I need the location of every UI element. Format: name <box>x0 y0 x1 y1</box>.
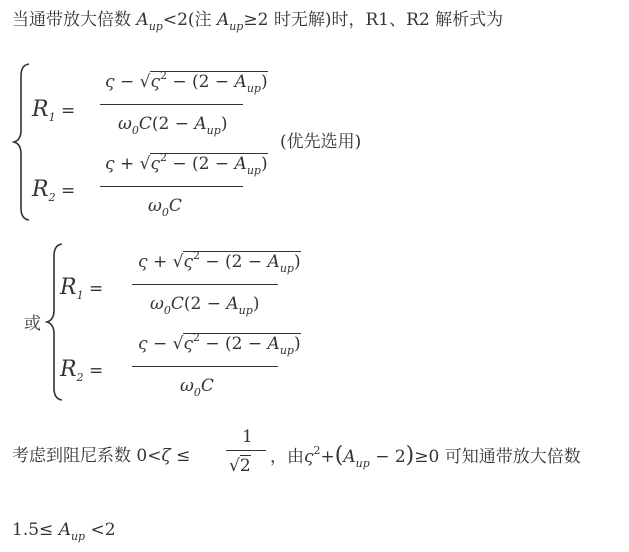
exponent: 2 <box>159 69 167 82</box>
gain-subscript: up <box>229 20 244 33</box>
r-symbol: R <box>60 357 77 382</box>
operator: + <box>119 154 135 174</box>
intro-prefix: 当通带放大倍数 <box>12 10 137 30</box>
gain-subscript: up <box>70 530 86 543</box>
operator: − 2 <box>369 447 406 467</box>
gain-symbol: A <box>226 294 239 314</box>
paren-open: ( <box>334 443 344 468</box>
sigma: ς <box>138 252 148 272</box>
alt-r2-label <box>60 357 104 384</box>
or-label: 或 <box>24 314 41 334</box>
paren-open: (2 − <box>151 114 195 134</box>
operator: − <box>205 252 220 272</box>
capacitance-symbol: C <box>168 196 182 216</box>
gain-subscript: up <box>206 124 221 137</box>
gain-symbol: A <box>216 10 230 30</box>
gain-symbol: A <box>267 252 280 272</box>
conclusion-prefix <box>12 446 190 466</box>
intro-condition-tail: ≥2 时无解)时，R1、R2 解析式为 <box>243 10 504 30</box>
gain-subscript: up <box>279 344 294 357</box>
alt-r1-numerator <box>138 249 301 275</box>
paren-close: ) <box>252 294 260 314</box>
exponent: 2 <box>192 331 200 344</box>
conclusion-text: 考虑到阻尼系数 0< <box>12 446 162 466</box>
paren-open: (2 − <box>192 154 235 174</box>
r-symbol: R <box>60 275 77 300</box>
operator: − <box>172 154 187 174</box>
gain-symbol: A <box>234 72 247 92</box>
paren-close: ) <box>220 114 228 134</box>
alt-r2-denominator <box>180 376 214 398</box>
conclusion-tail <box>270 443 581 470</box>
r-subscript: 1 <box>48 111 56 124</box>
alt-r1-denominator <box>150 294 259 316</box>
sigma: ς <box>150 154 160 174</box>
gain-symbol: A <box>58 520 71 540</box>
sigma: ς <box>304 447 314 467</box>
fraction-bar <box>132 366 278 367</box>
result-line <box>12 520 116 542</box>
equals-sign: = <box>88 279 104 299</box>
paren-open: (2 − <box>225 252 268 272</box>
gain-symbol: A <box>267 334 280 354</box>
paren-close: ) <box>260 154 268 174</box>
radicand: 2 <box>239 456 251 476</box>
conclusion-text: ≥0 可知通带放大倍数 <box>414 447 581 467</box>
omega: ω <box>118 114 132 134</box>
paren-close: ) <box>293 334 301 354</box>
sqrt-icon: √ <box>139 72 151 92</box>
operator: − <box>152 334 168 354</box>
fraction-denominator <box>229 456 251 476</box>
omega-subscript: 0 <box>163 304 171 317</box>
equals-sign: = <box>60 181 76 201</box>
operator: + <box>152 252 168 272</box>
equals-sign: = <box>88 361 104 381</box>
gain-subscript: up <box>279 262 294 275</box>
intro-line <box>12 10 503 32</box>
paren-open: (2 − <box>225 334 268 354</box>
omega: ω <box>180 376 194 396</box>
capacitance-symbol: C <box>200 376 214 396</box>
sigma: ς <box>183 334 193 354</box>
operator: − <box>172 72 187 92</box>
r1-denominator <box>118 114 227 136</box>
omega-subscript: 0 <box>131 124 139 137</box>
fraction-bar <box>132 284 278 285</box>
result-lower: 1.5≤ <box>12 520 59 540</box>
fraction-bar <box>100 186 243 187</box>
sqrt-icon: √ <box>229 456 240 476</box>
omega-subscript: 0 <box>193 386 201 399</box>
gain-subscript: up <box>246 164 261 177</box>
sigma: ς <box>105 72 115 92</box>
r1-numerator <box>105 69 268 95</box>
operator: + <box>320 447 335 467</box>
r-symbol: R <box>32 177 49 202</box>
left-brace-1 <box>12 62 32 222</box>
gain-symbol: A <box>234 154 247 174</box>
sigma: ς <box>105 154 115 174</box>
sqrt-icon: √ <box>139 154 151 174</box>
operator: ≤ <box>176 446 191 466</box>
result-upper: <2 <box>85 520 116 540</box>
gain-subscript: up <box>355 457 370 470</box>
paren-close: ) <box>405 443 415 468</box>
paren-open: (2 − <box>183 294 227 314</box>
paren-close: ) <box>260 72 268 92</box>
zeta: ζ <box>161 446 171 466</box>
alt-r1-label <box>60 275 104 302</box>
exponent: 2 <box>159 151 167 164</box>
paren-close: ) <box>293 252 301 272</box>
intro-condition: <2(注 <box>162 10 217 30</box>
omega: ω <box>150 294 164 314</box>
exponent: 2 <box>192 249 200 262</box>
exponent: 2 <box>313 444 321 457</box>
r2-label <box>32 177 76 204</box>
operator: − <box>205 334 220 354</box>
omega: ω <box>148 196 162 216</box>
r-subscript: 1 <box>76 289 84 302</box>
gain-subscript: up <box>148 20 163 33</box>
conclusion-text: ，由 <box>270 447 304 467</box>
r-subscript: 2 <box>48 191 56 204</box>
omega-subscript: 0 <box>161 206 169 219</box>
r-symbol: R <box>32 97 49 122</box>
r2-denominator <box>148 196 182 218</box>
preferred-note: (优先选用) <box>280 132 362 152</box>
fraction-numerator: 1 <box>242 427 253 447</box>
sigma: ς <box>150 72 160 92</box>
alt-r2-numerator <box>138 331 301 357</box>
sqrt-icon: √ <box>172 252 184 272</box>
r-subscript: 2 <box>76 371 84 384</box>
sigma: ς <box>138 334 148 354</box>
r2-numerator <box>105 151 268 177</box>
fraction-bar <box>100 104 243 105</box>
r1-label <box>32 97 76 124</box>
gain-symbol: A <box>136 10 149 30</box>
gain-subscript: up <box>238 304 253 317</box>
paren-open: (2 − <box>192 72 235 92</box>
sqrt-icon: √ <box>172 334 184 354</box>
operator: − <box>119 72 135 92</box>
gain-symbol: A <box>194 114 207 134</box>
fraction-bar <box>226 450 266 451</box>
gain-symbol: A <box>343 447 356 467</box>
gain-subscript: up <box>246 82 261 95</box>
sigma: ς <box>183 252 193 272</box>
capacitance-symbol: C <box>138 114 152 134</box>
capacitance-symbol: C <box>170 294 184 314</box>
equals-sign: = <box>60 101 76 121</box>
